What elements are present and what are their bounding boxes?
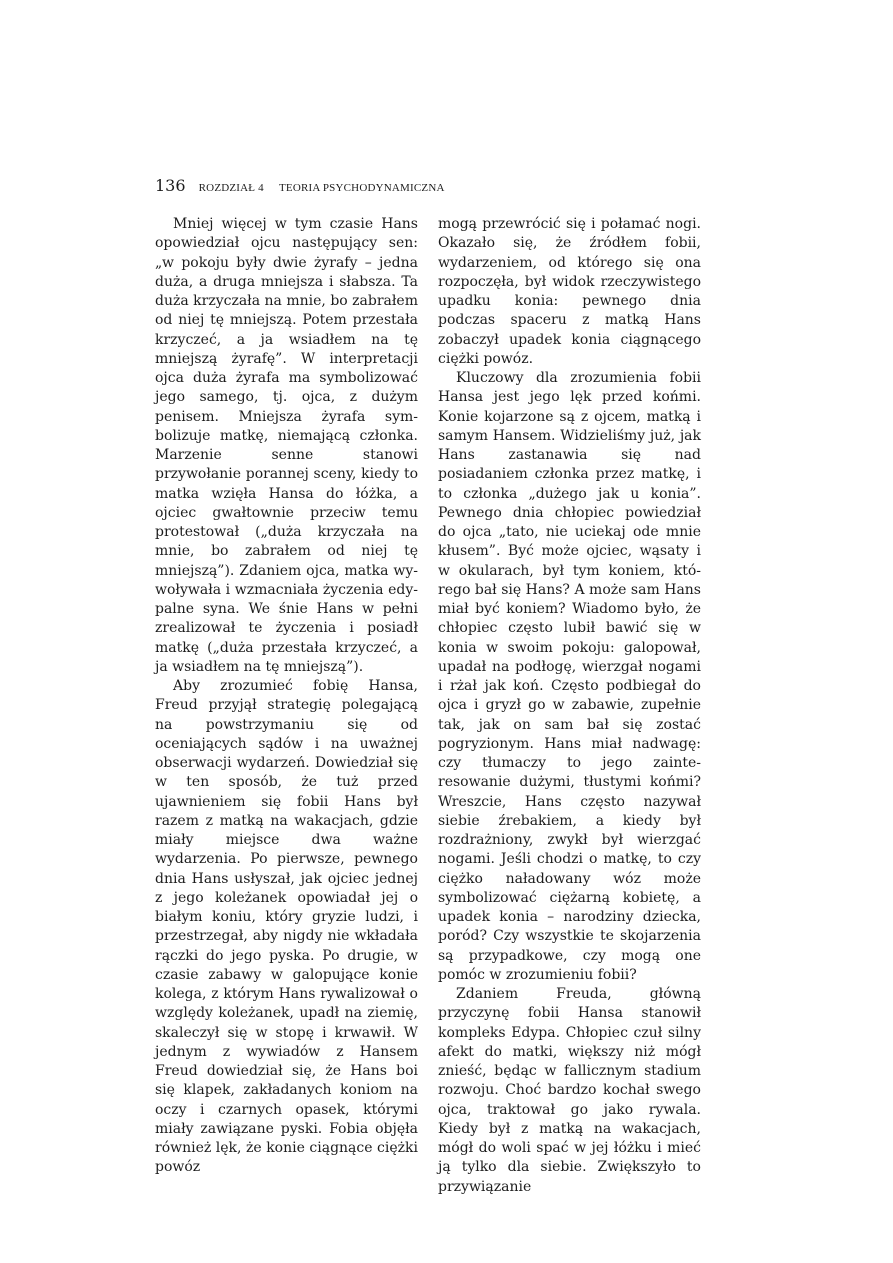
right-text-column	[438, 215, 701, 1197]
chapter-label: ROZDZIAŁ 4	[198, 182, 264, 194]
paragraph-giraffe-dream: Mniej więcej w tym czasie Hans opowiedział ojcu następujący sen: „w pokoju były dwie żyrafy – jedna duża, a druga mniejsza i słabsza. Ta duża krzyczała na mnie, bo zabrałem od niej tę mniejszą. Potem przestała krzyczeć, a ja wsiadłem na tę mniejszą żyrafę”. W interpretacji ojca duża żyrafa ma symbolizować jego samego, tj. ojca, z dużym penisem. Mniejsza żyrafa symbolizuje matkę, niemającą członka. Marzenie senne stanowi przywołanie porannej sceny, kiedy to matka wzięła Hansa do łóżka, a ojciec gwałtownie przeciw temu protestował („duża krzyczała na mnie, bo zabrałem od niej tę mniejszą”). Zdaniem ojca, matka wywoływała i wzmacniała życzenia edypalne syna. We śnie Hans w pełni zrealizował te życzenia i posiadł matkę („duża przestała krzyczeć, a ja wsiadłem na tę mniejszą”).	[155, 216, 418, 675]
page-number: 136	[155, 176, 186, 195]
left-text-column	[155, 215, 418, 1178]
running-head	[155, 176, 445, 198]
paragraph-freud-strategy: Aby zrozumieć fobię Hansa, Freud przyjął strategię polegającą na powstrzymaniu się od oceniających sądów i na uważnej obserwacji wydarzeń. Dowiedział się w ten sposób, że tuż przed ujawnieniem się fobii Hans był razem z matką na wakacjach, gdzie miały miejsce dwa ważne wydarzenia. Po pierwsze, pewnego dnia Hans usłyszał, jak ojciec jednej z jego koleżanek opowiadał jej o białym koniu, który gryzie ludzi, i przestrzegał, aby nigdy nie wkładała rączki do jego pyska. Po drugie, w czasie zabawy w galopujące konie kolega, z którym Hans rywalizował o względy koleżanek, upadł na ziemię, skaleczył się w stopę i krwawił. W jednym z wywiadów z Hansem Freud dowiedział się, że Hans boi się klapek, zakładanych koniom na oczy i czarnych opasek, którymi miały zawiązane pyski. Fobia objęła również lęk, że konie ciągnące ciężki powóz	[155, 678, 418, 1176]
chapter-title: TEORIA PSYCHODYNAMICZNA	[278, 182, 445, 194]
paragraph-oedipus-complex: Zdaniem Freuda, główną przyczynę fobii Hansa stanowił kompleks Edypa. Chłopiec czuł silny afekt do matki, większy niż mógł znieść, będąc w fallicznym stadium rozwoju. Choć bardzo kochał swego ojca, traktował go jako rywala. Kiedy był z matką na wakacjach, mógł do woli spać w jej łóżku i mieć ją tylko dla siebie. Zwiększyło to przywiązanie	[438, 986, 701, 1195]
paragraph-horse-fall-continued: mogą przewrócić się i połamać nogi. Okazało się, że źródłem fobii, wydarzeniem, od którego się ona rozpoczęła, był widok rzeczywistego upadku konia: pewnego dnia podczas spaceru z matką Hans zobaczył upadek konia ciągnącego ciężki powóz.	[438, 216, 701, 367]
paragraph-fear-of-horses: Kluczowy dla zrozumienia fobii Hansa jest jego lęk przed końmi. Konie kojarzone są z ojcem, matką i samym Hansem. Widzieliśmy już, jak Hans zastanawia się nad posiadaniem członka przez matkę, i to członka „dużego jak u konia”. Pewnego dnia chłopiec powiedział do ojca „tato, nie uciekaj ode mnie kłusem”. Być może ojciec, wąsaty i w okularach, był tym koniem, którego bał się Hans? A może sam Hans miał być koniem? Wiadomo było, że chłopiec często lubił bawić się w konia w swoim pokoju: galopował, upadał na podłogę, wierzgał nogami i rżał jak koń. Często podbiegał do ojca i gryzł go w zabawie, zupełnie tak, jak on sam bał się zostać pogryzionym. Hans miał nadwagę: czy tłumaczy to jego zainteresowanie dużymi, tłustymi końmi? Wreszcie, Hans często nazywał siebie źrebakiem, a kiedy był rozdrażniony, zwykł był wierzgać nogami. Jeśli chodzi o matkę, to czy ciężko naładowany wóz może symbolizować ciężarną kobietę, a upadek konia – narodziny dziecka, poród? Czy wszystkie te skojarzenia są przypadkowe, czy mogą one pomóc w zrozumieniu fobii?	[438, 370, 701, 983]
